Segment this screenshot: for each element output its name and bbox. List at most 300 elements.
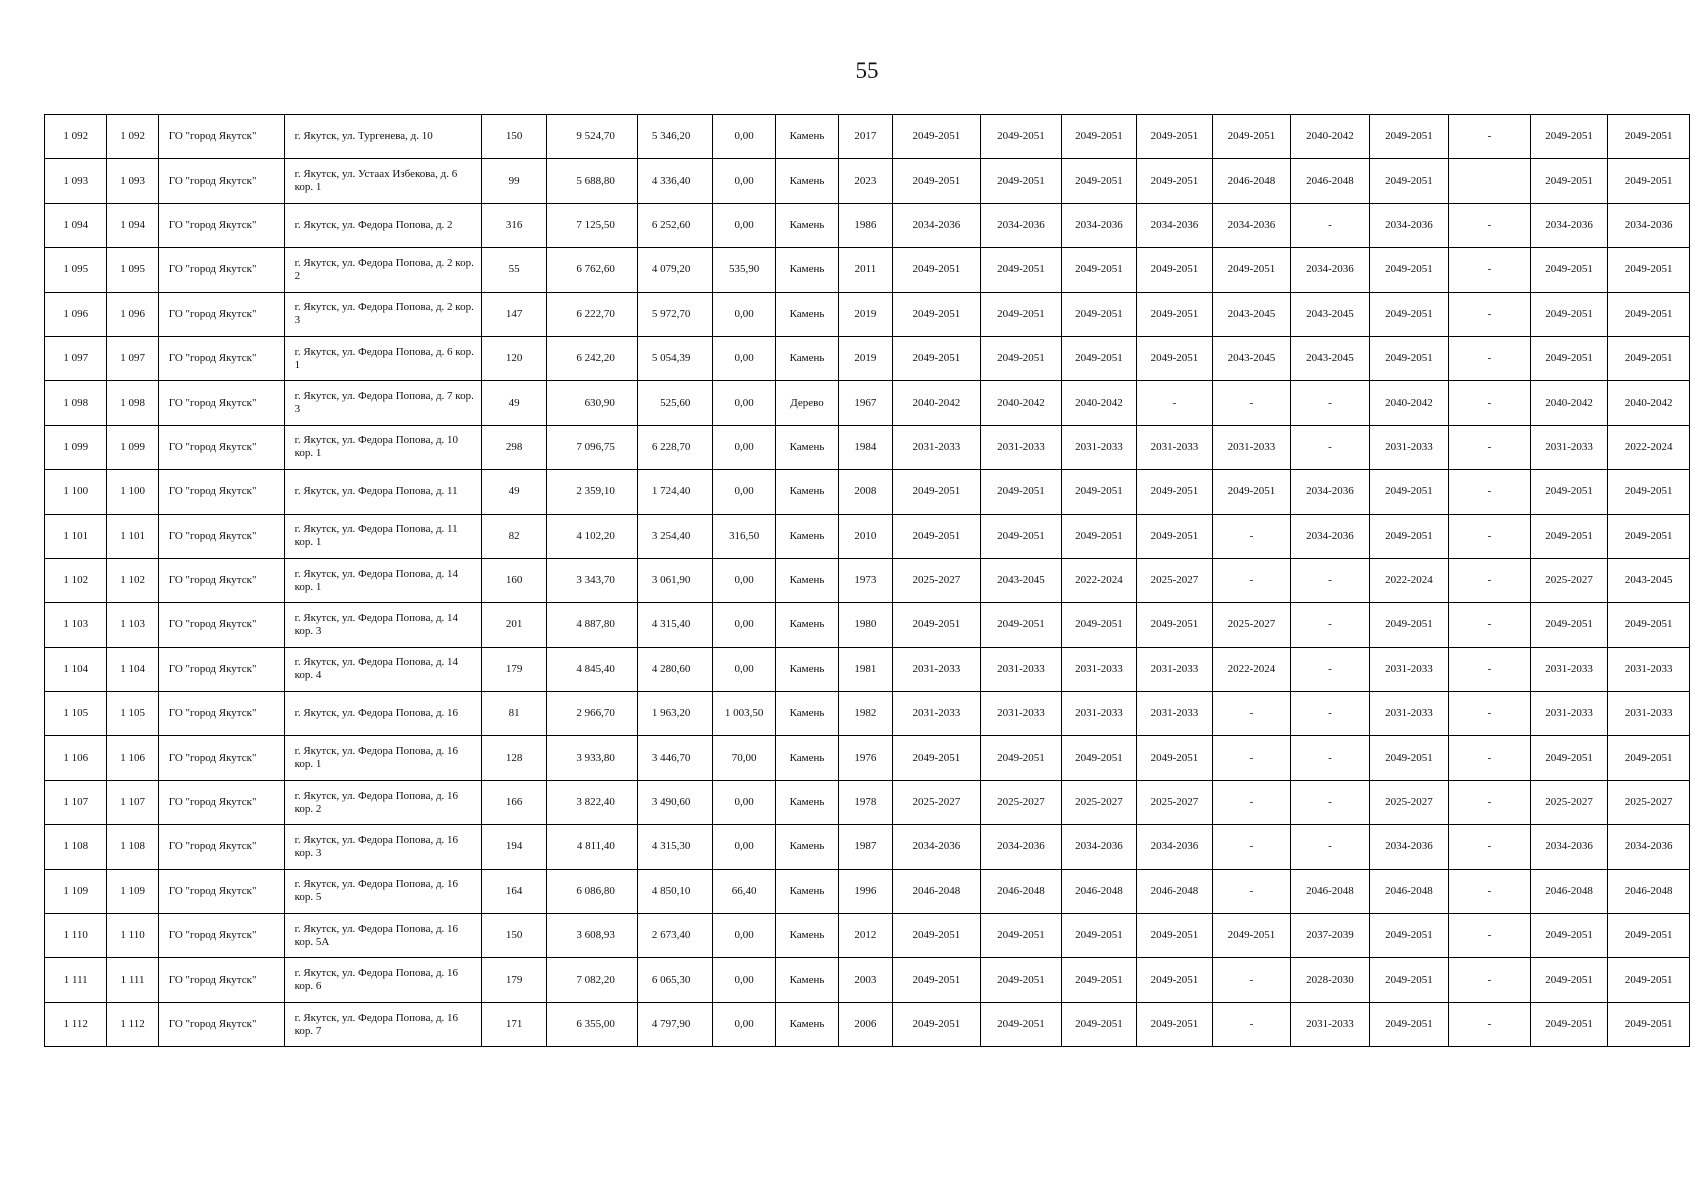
address-cell: г. Якутск, ул. Федора Попова, д. 2 кор. 3 — [284, 292, 481, 336]
period-cell: 2049-2051 — [1212, 248, 1291, 292]
row-number-cell: 1 093 — [45, 159, 107, 203]
record-number-cell: 1 110 — [107, 914, 158, 958]
period-cell: 2049-2051 — [1137, 1002, 1213, 1046]
period-cell: 2049-2051 — [1369, 336, 1449, 380]
year-built-cell: 1986 — [839, 203, 892, 247]
period-cell: 2040-2042 — [1369, 381, 1449, 425]
period-cell: 2031-2033 — [1369, 692, 1449, 736]
table-row — [45, 159, 1690, 203]
living-area-cell: 5 972,70 — [637, 292, 713, 336]
period-cell: 2025-2027 — [1369, 780, 1449, 824]
period-cell: 2049-2051 — [1137, 470, 1213, 514]
period-cell: 2049-2051 — [1369, 958, 1449, 1002]
value-cell: 99 — [481, 159, 546, 203]
value-cell: 55 — [481, 248, 546, 292]
wall-material-cell: Камень — [775, 558, 838, 602]
period-cell: 2049-2051 — [1061, 336, 1137, 380]
row-number-cell: 1 104 — [45, 647, 107, 691]
nonresidential-area-cell: 0,00 — [713, 203, 775, 247]
nonresidential-area-cell: 0,00 — [713, 603, 775, 647]
period-cell: 2049-2051 — [981, 603, 1062, 647]
period-cell: 2025-2027 — [1137, 780, 1213, 824]
period-cell: 2043-2045 — [1608, 558, 1690, 602]
value-cell: 194 — [481, 825, 546, 869]
value-cell: 179 — [481, 647, 546, 691]
living-area-cell: 4 315,30 — [637, 825, 713, 869]
address-cell: г. Якутск, ул. Федора Попова, д. 14 кор. 3 — [284, 603, 481, 647]
address-cell: г. Якутск, ул. Федора Попова, д. 16 кор. 5А — [284, 914, 481, 958]
year-built-cell: 2008 — [839, 470, 892, 514]
municipality-cell: ГО "город Якутск" — [158, 381, 284, 425]
row-number-cell: 1 111 — [45, 958, 107, 1002]
period-cell: 2046-2048 — [1137, 869, 1213, 913]
wall-material-cell: Камень — [775, 1002, 838, 1046]
year-built-cell: 1973 — [839, 558, 892, 602]
wall-material-cell: Камень — [775, 425, 838, 469]
municipality-cell: ГО "город Якутск" — [158, 425, 284, 469]
period-cell: - — [1291, 203, 1370, 247]
wall-material-cell: Камень — [775, 159, 838, 203]
nonresidential-area-cell: 0,00 — [713, 336, 775, 380]
period-cell: 2040-2042 — [1061, 381, 1137, 425]
period-cell: 2034-2036 — [1137, 203, 1213, 247]
period-cell: 2031-2033 — [1291, 1002, 1370, 1046]
nonresidential-area-cell: 535,90 — [713, 248, 775, 292]
wall-material-cell: Камень — [775, 780, 838, 824]
record-number-cell: 1 103 — [107, 603, 158, 647]
period-cell: 2046-2048 — [1608, 869, 1690, 913]
total-area-cell: 3 933,80 — [547, 736, 638, 780]
period-cell: 2025-2027 — [1061, 780, 1137, 824]
nonresidential-area-cell: 0,00 — [713, 825, 775, 869]
row-number-cell: 1 110 — [45, 914, 107, 958]
period-cell: - — [1449, 1002, 1531, 1046]
period-cell: 2025-2027 — [1212, 603, 1291, 647]
period-cell: 2040-2042 — [981, 381, 1062, 425]
period-cell: 2049-2051 — [981, 914, 1062, 958]
period-cell: 2049-2051 — [892, 292, 981, 336]
record-number-cell: 1 100 — [107, 470, 158, 514]
period-cell: - — [1212, 736, 1291, 780]
total-area-cell: 4 102,20 — [547, 514, 638, 558]
year-built-cell: 2003 — [839, 958, 892, 1002]
address-cell: г. Якутск, ул. Федора Попова, д. 2 — [284, 203, 481, 247]
nonresidential-area-cell: 66,40 — [713, 869, 775, 913]
period-cell: - — [1291, 381, 1370, 425]
period-cell: 2049-2051 — [1530, 514, 1608, 558]
period-cell: - — [1291, 647, 1370, 691]
row-number-cell: 1 102 — [45, 558, 107, 602]
nonresidential-area-cell: 0,00 — [713, 958, 775, 1002]
wall-material-cell: Камень — [775, 292, 838, 336]
record-number-cell: 1 094 — [107, 203, 158, 247]
period-cell: 2049-2051 — [1530, 115, 1608, 159]
year-built-cell: 2006 — [839, 1002, 892, 1046]
total-area-cell: 4 845,40 — [547, 647, 638, 691]
period-cell: 2034-2036 — [1608, 203, 1690, 247]
period-cell: 2049-2051 — [1530, 336, 1608, 380]
wall-material-cell: Камень — [775, 914, 838, 958]
address-cell: г. Якутск, ул. Федора Попова, д. 16 кор. 5 — [284, 869, 481, 913]
period-cell: 2049-2051 — [1608, 1002, 1690, 1046]
value-cell: 160 — [481, 558, 546, 602]
period-cell: - — [1212, 692, 1291, 736]
period-cell: 2031-2033 — [1369, 425, 1449, 469]
year-built-cell: 2017 — [839, 115, 892, 159]
wall-material-cell: Камень — [775, 825, 838, 869]
row-number-cell: 1 095 — [45, 248, 107, 292]
table-row — [45, 692, 1690, 736]
table-row — [45, 825, 1690, 869]
period-cell: - — [1212, 958, 1291, 1002]
municipality-cell: ГО "город Якутск" — [158, 603, 284, 647]
address-cell: г. Якутск, ул. Федора Попова, д. 14 кор. 4 — [284, 647, 481, 691]
total-area-cell: 3 608,93 — [547, 914, 638, 958]
record-number-cell: 1 111 — [107, 958, 158, 1002]
period-cell: 2049-2051 — [1369, 914, 1449, 958]
period-cell: 2031-2033 — [981, 425, 1062, 469]
period-cell: - — [1212, 825, 1291, 869]
municipality-cell: ГО "город Якутск" — [158, 292, 284, 336]
table-body — [45, 115, 1690, 1047]
period-cell: 2040-2042 — [1291, 115, 1370, 159]
year-built-cell: 1987 — [839, 825, 892, 869]
period-cell: - — [1212, 381, 1291, 425]
municipality-cell: ГО "город Якутск" — [158, 248, 284, 292]
table-row — [45, 869, 1690, 913]
row-number-cell: 1 106 — [45, 736, 107, 780]
period-cell: 2049-2051 — [1369, 115, 1449, 159]
period-cell: 2031-2033 — [981, 647, 1062, 691]
record-number-cell: 1 104 — [107, 647, 158, 691]
period-cell: 2049-2051 — [1137, 292, 1213, 336]
period-cell: 2049-2051 — [1061, 1002, 1137, 1046]
living-area-cell: 1 724,40 — [637, 470, 713, 514]
period-cell: 2022-2024 — [1369, 558, 1449, 602]
record-number-cell: 1 108 — [107, 825, 158, 869]
row-number-cell: 1 092 — [45, 115, 107, 159]
table-row — [45, 292, 1690, 336]
record-number-cell: 1 092 — [107, 115, 158, 159]
period-cell: 2046-2048 — [1291, 159, 1370, 203]
living-area-cell: 6 228,70 — [637, 425, 713, 469]
period-cell: 2025-2027 — [1137, 558, 1213, 602]
period-cell: 2034-2036 — [981, 825, 1062, 869]
period-cell: 2049-2051 — [1608, 248, 1690, 292]
value-cell: 120 — [481, 336, 546, 380]
period-cell: 2049-2051 — [1608, 292, 1690, 336]
record-number-cell: 1 096 — [107, 292, 158, 336]
municipality-cell: ГО "город Якутск" — [158, 780, 284, 824]
period-cell: - — [1449, 914, 1531, 958]
address-cell: г. Якутск, ул. Федора Попова, д. 2 кор. 2 — [284, 248, 481, 292]
year-built-cell: 2010 — [839, 514, 892, 558]
record-number-cell: 1 097 — [107, 336, 158, 380]
period-cell: 2049-2051 — [981, 514, 1062, 558]
period-cell: 2031-2033 — [1061, 425, 1137, 469]
period-cell: 2049-2051 — [1137, 159, 1213, 203]
page-number: 55 — [855, 58, 879, 83]
value-cell: 298 — [481, 425, 546, 469]
period-cell: 2037-2039 — [1291, 914, 1370, 958]
living-area-cell: 3 061,90 — [637, 558, 713, 602]
period-cell: 2049-2051 — [1369, 1002, 1449, 1046]
period-cell: 2049-2051 — [1369, 159, 1449, 203]
wall-material-cell: Камень — [775, 115, 838, 159]
period-cell: 2034-2036 — [981, 203, 1062, 247]
period-cell: - — [1137, 381, 1213, 425]
period-cell: 2046-2048 — [1061, 869, 1137, 913]
period-cell: 2049-2051 — [1061, 159, 1137, 203]
period-cell: - — [1449, 780, 1531, 824]
period-cell: 2049-2051 — [1212, 470, 1291, 514]
nonresidential-area-cell: 0,00 — [713, 159, 775, 203]
row-number-cell: 1 098 — [45, 381, 107, 425]
period-cell: 2031-2033 — [1608, 647, 1690, 691]
year-built-cell: 2012 — [839, 914, 892, 958]
period-cell: 2046-2048 — [981, 869, 1062, 913]
record-number-cell: 1 107 — [107, 780, 158, 824]
period-cell: 2049-2051 — [1608, 115, 1690, 159]
table-row — [45, 248, 1690, 292]
total-area-cell: 9 524,70 — [547, 115, 638, 159]
period-cell: 2049-2051 — [1137, 736, 1213, 780]
value-cell: 150 — [481, 914, 546, 958]
nonresidential-area-cell: 0,00 — [713, 425, 775, 469]
period-cell: - — [1449, 336, 1531, 380]
row-number-cell: 1 109 — [45, 869, 107, 913]
period-cell: 2034-2036 — [1291, 514, 1370, 558]
period-cell: 2040-2042 — [1530, 381, 1608, 425]
value-cell: 171 — [481, 1002, 546, 1046]
period-cell: 2046-2048 — [892, 869, 981, 913]
year-built-cell: 1967 — [839, 381, 892, 425]
nonresidential-area-cell: 0,00 — [713, 1002, 775, 1046]
period-cell: 2034-2036 — [1369, 825, 1449, 869]
period-cell: 2034-2036 — [892, 825, 981, 869]
nonresidential-area-cell: 0,00 — [713, 780, 775, 824]
row-number-cell: 1 094 — [45, 203, 107, 247]
address-cell: г. Якутск, ул. Федора Попова, д. 6 кор. 1 — [284, 336, 481, 380]
living-area-cell: 5 054,39 — [637, 336, 713, 380]
record-number-cell: 1 093 — [107, 159, 158, 203]
period-cell: 2049-2051 — [892, 1002, 981, 1046]
period-cell: 2025-2027 — [1608, 780, 1690, 824]
period-cell: - — [1449, 692, 1531, 736]
nonresidential-area-cell: 316,50 — [713, 514, 775, 558]
year-built-cell: 2011 — [839, 248, 892, 292]
period-cell: 2028-2030 — [1291, 958, 1370, 1002]
period-cell: 2046-2048 — [1212, 159, 1291, 203]
period-cell: 2049-2051 — [892, 115, 981, 159]
municipality-cell: ГО "город Якутск" — [158, 914, 284, 958]
period-cell: 2031-2033 — [1137, 692, 1213, 736]
value-cell: 82 — [481, 514, 546, 558]
period-cell: 2034-2036 — [1291, 248, 1370, 292]
period-cell: 2034-2036 — [892, 203, 981, 247]
period-cell: 2031-2033 — [1369, 647, 1449, 691]
table-row — [45, 470, 1690, 514]
total-area-cell: 2 966,70 — [547, 692, 638, 736]
period-cell: 2043-2045 — [981, 558, 1062, 602]
year-built-cell: 1981 — [839, 647, 892, 691]
record-number-cell: 1 102 — [107, 558, 158, 602]
period-cell: - — [1449, 248, 1531, 292]
period-cell: 2049-2051 — [1530, 1002, 1608, 1046]
value-cell: 128 — [481, 736, 546, 780]
period-cell: - — [1291, 692, 1370, 736]
value-cell: 81 — [481, 692, 546, 736]
record-number-cell: 1 106 — [107, 736, 158, 780]
period-cell: 2031-2033 — [892, 692, 981, 736]
total-area-cell: 4 811,40 — [547, 825, 638, 869]
period-cell: 2034-2036 — [1369, 203, 1449, 247]
nonresidential-area-cell: 1 003,50 — [713, 692, 775, 736]
period-cell: 2034-2036 — [1291, 470, 1370, 514]
address-cell: г. Якутск, ул. Устаах Избекова, д. 6 кор. 1 — [284, 159, 481, 203]
period-cell: - — [1449, 470, 1531, 514]
period-cell: - — [1449, 514, 1531, 558]
period-cell: 2049-2051 — [1530, 958, 1608, 1002]
total-area-cell: 7 082,20 — [547, 958, 638, 1002]
nonresidential-area-cell: 0,00 — [713, 470, 775, 514]
table-row — [45, 603, 1690, 647]
period-cell: 2031-2033 — [981, 692, 1062, 736]
period-cell: 2049-2051 — [981, 736, 1062, 780]
period-cell: 2049-2051 — [1530, 736, 1608, 780]
value-cell: 201 — [481, 603, 546, 647]
table-row — [45, 203, 1690, 247]
year-built-cell: 2023 — [839, 159, 892, 203]
municipality-cell: ГО "город Якутск" — [158, 470, 284, 514]
municipality-cell: ГО "город Якутск" — [158, 958, 284, 1002]
period-cell: 2049-2051 — [1530, 914, 1608, 958]
municipality-cell: ГО "город Якутск" — [158, 558, 284, 602]
living-area-cell: 4 280,60 — [637, 647, 713, 691]
period-cell: 2049-2051 — [1530, 292, 1608, 336]
period-cell: 2034-2036 — [1061, 825, 1137, 869]
municipality-cell: ГО "город Якутск" — [158, 869, 284, 913]
period-cell: 2049-2051 — [1369, 736, 1449, 780]
nonresidential-area-cell: 0,00 — [713, 115, 775, 159]
municipality-cell: ГО "город Якутск" — [158, 514, 284, 558]
address-cell: г. Якутск, ул. Федора Попова, д. 10 кор. 1 — [284, 425, 481, 469]
year-built-cell: 1982 — [839, 692, 892, 736]
living-area-cell: 6 252,60 — [637, 203, 713, 247]
municipality-cell: ГО "город Якутск" — [158, 203, 284, 247]
period-cell: - — [1449, 825, 1531, 869]
address-cell: г. Якутск, ул. Федора Попова, д. 16 кор. 7 — [284, 1002, 481, 1046]
year-built-cell: 1984 — [839, 425, 892, 469]
wall-material-cell: Камень — [775, 336, 838, 380]
period-cell: 2049-2051 — [1061, 736, 1137, 780]
year-built-cell: 2019 — [839, 336, 892, 380]
period-cell: 2049-2051 — [1369, 470, 1449, 514]
total-area-cell: 6 762,60 — [547, 248, 638, 292]
period-cell: 2040-2042 — [1608, 381, 1690, 425]
period-cell: - — [1291, 558, 1370, 602]
period-cell: 2049-2051 — [1608, 159, 1690, 203]
nonresidential-area-cell: 70,00 — [713, 736, 775, 780]
period-cell: 2046-2048 — [1291, 869, 1370, 913]
row-number-cell: 1 103 — [45, 603, 107, 647]
period-cell: 2049-2051 — [981, 336, 1062, 380]
period-cell: - — [1291, 780, 1370, 824]
period-cell: 2025-2027 — [892, 558, 981, 602]
period-cell: - — [1291, 736, 1370, 780]
period-cell: 2040-2042 — [892, 381, 981, 425]
wall-material-cell: Камень — [775, 514, 838, 558]
value-cell: 316 — [481, 203, 546, 247]
address-cell: г. Якутск, ул. Федора Попова, д. 16 кор. 3 — [284, 825, 481, 869]
period-cell: 2049-2051 — [1137, 336, 1213, 380]
living-area-cell: 2 673,40 — [637, 914, 713, 958]
municipality-cell: ГО "город Якутск" — [158, 825, 284, 869]
period-cell — [1449, 159, 1531, 203]
address-cell: г. Якутск, ул. Федора Попова, д. 14 кор. 1 — [284, 558, 481, 602]
period-cell: 2049-2051 — [981, 115, 1062, 159]
municipality-cell: ГО "город Якутск" — [158, 736, 284, 780]
nonresidential-area-cell: 0,00 — [713, 914, 775, 958]
value-cell: 164 — [481, 869, 546, 913]
period-cell: 2049-2051 — [1608, 470, 1690, 514]
period-cell: - — [1291, 603, 1370, 647]
period-cell: 2049-2051 — [1212, 914, 1291, 958]
period-cell: 2049-2051 — [892, 514, 981, 558]
year-built-cell: 1978 — [839, 780, 892, 824]
address-cell: г. Якутск, ул. Федора Попова, д. 16 кор. 6 — [284, 958, 481, 1002]
period-cell: 2034-2036 — [1061, 203, 1137, 247]
total-area-cell: 6 086,80 — [547, 869, 638, 913]
period-cell: 2025-2027 — [1530, 558, 1608, 602]
total-area-cell: 630,90 — [547, 381, 638, 425]
table-row — [45, 1002, 1690, 1046]
period-cell: 2049-2051 — [1061, 514, 1137, 558]
row-number-cell: 1 096 — [45, 292, 107, 336]
year-built-cell: 1996 — [839, 869, 892, 913]
living-area-cell: 6 065,30 — [637, 958, 713, 1002]
record-number-cell: 1 098 — [107, 381, 158, 425]
period-cell: 2049-2051 — [1061, 115, 1137, 159]
municipality-cell: ГО "город Якутск" — [158, 647, 284, 691]
period-cell: 2049-2051 — [892, 159, 981, 203]
period-cell: 2049-2051 — [1369, 292, 1449, 336]
living-area-cell: 3 490,60 — [637, 780, 713, 824]
period-cell: 2049-2051 — [1137, 603, 1213, 647]
period-cell: 2031-2033 — [1530, 425, 1608, 469]
year-built-cell: 2019 — [839, 292, 892, 336]
living-area-cell: 4 079,20 — [637, 248, 713, 292]
value-cell: 166 — [481, 780, 546, 824]
living-area-cell: 4 336,40 — [637, 159, 713, 203]
period-cell: 2049-2051 — [981, 248, 1062, 292]
period-cell: 2049-2051 — [981, 958, 1062, 1002]
period-cell: 2043-2045 — [1291, 292, 1370, 336]
total-area-cell: 6 242,20 — [547, 336, 638, 380]
living-area-cell: 3 254,40 — [637, 514, 713, 558]
period-cell: 2049-2051 — [1369, 603, 1449, 647]
address-cell: г. Якутск, ул. Федора Попова, д. 7 кор. 3 — [284, 381, 481, 425]
period-cell: 2049-2051 — [1061, 958, 1137, 1002]
table-row — [45, 558, 1690, 602]
living-area-cell: 525,60 — [637, 381, 713, 425]
municipality-cell: ГО "город Якутск" — [158, 159, 284, 203]
period-cell: 2046-2048 — [1530, 869, 1608, 913]
record-number-cell: 1 095 — [107, 248, 158, 292]
address-cell: г. Якутск, ул. Федора Попова, д. 11 кор. 1 — [284, 514, 481, 558]
period-cell: 2031-2033 — [1137, 425, 1213, 469]
living-area-cell: 1 963,20 — [637, 692, 713, 736]
